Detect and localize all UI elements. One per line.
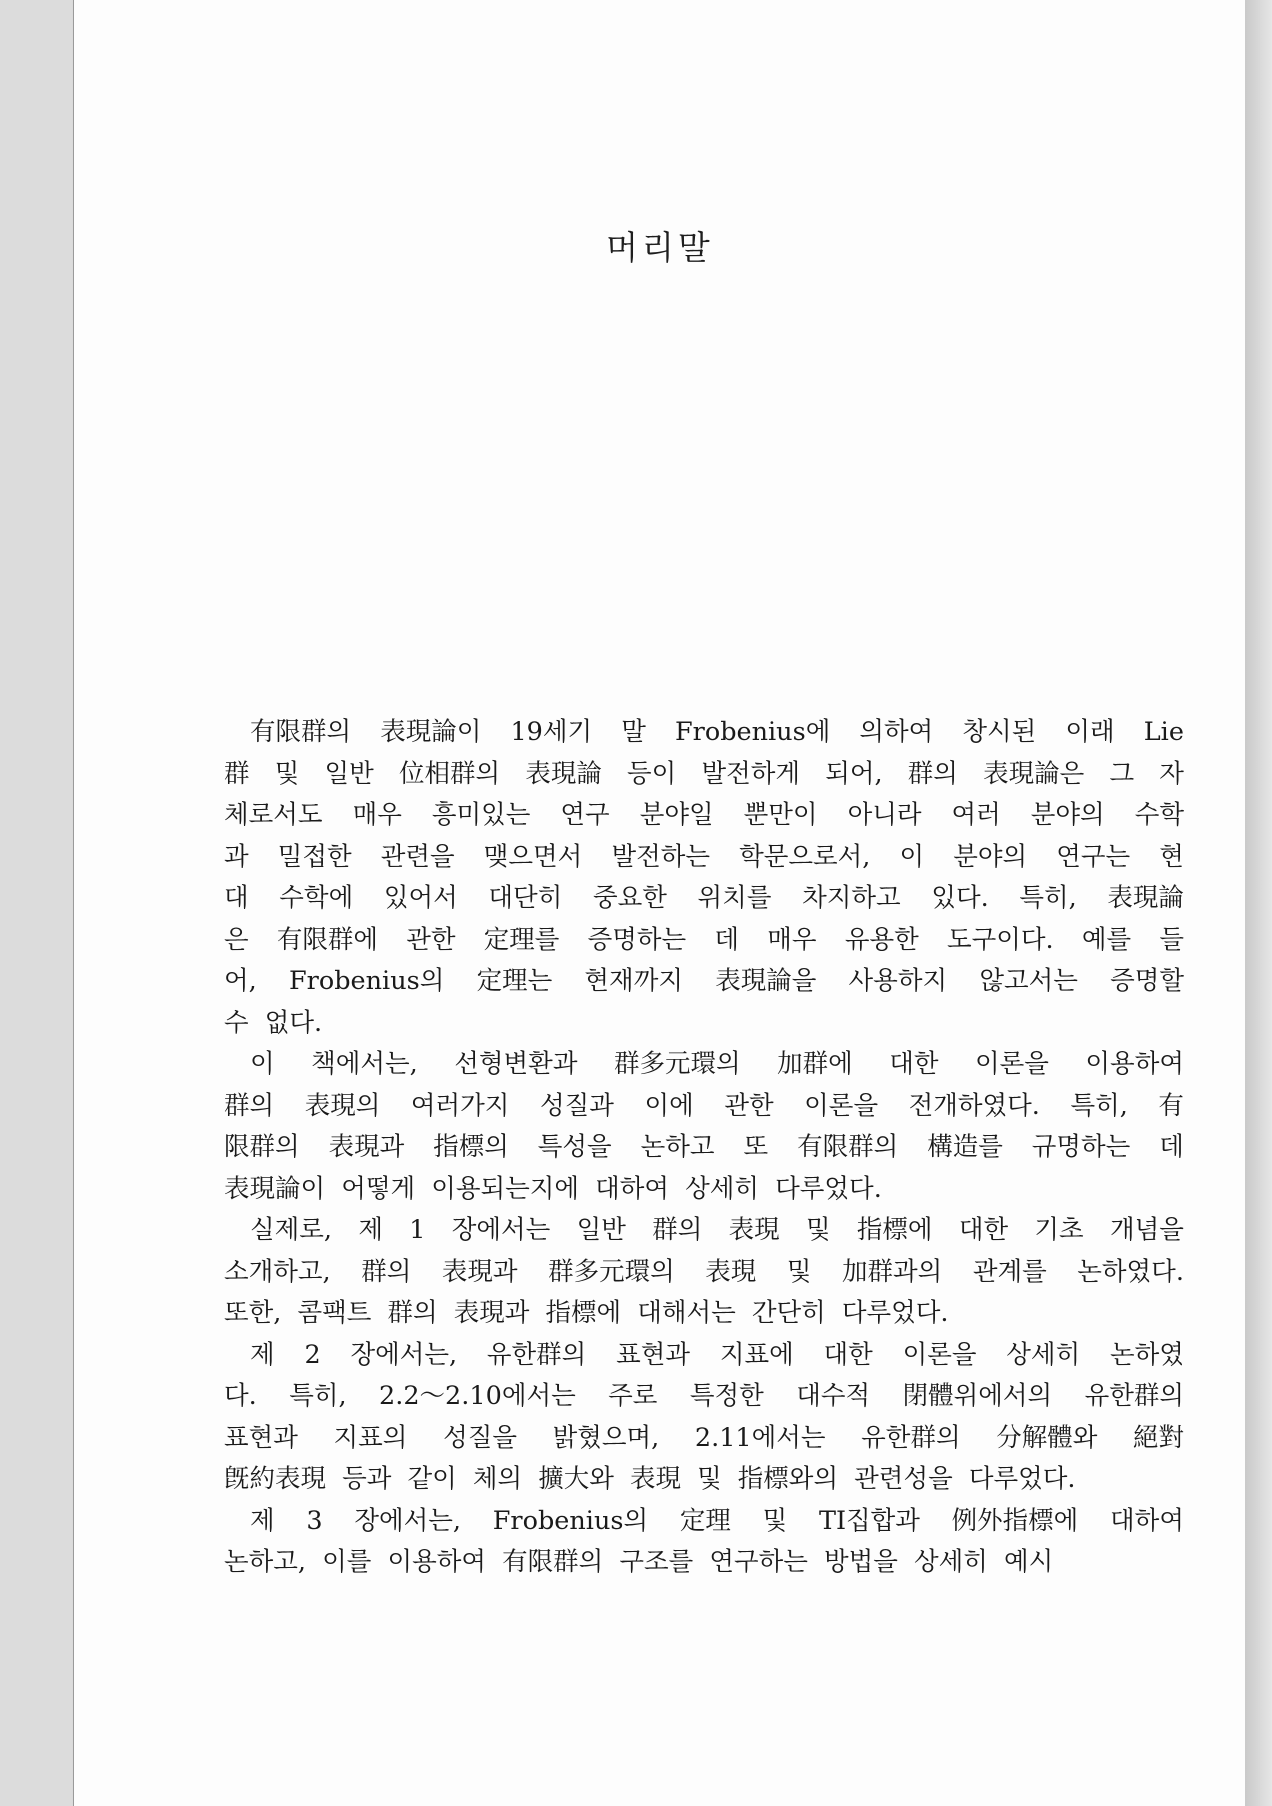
text-line: 다. 특히, 2.2～2.10에서는 주로 특정한 대수적 閉體위에서의 유한群의	[224, 1381, 1184, 1411]
text-line: 소개하고, 群의 表現과 群多元環의 表現 및 加群과의 관계를 논하였다.	[224, 1256, 1184, 1287]
paragraph	[224, 712, 1184, 1044]
text-line: 표현과 지표의 성질을 밝혔으며, 2.11에서는 유한群의 分解體와 絕對	[224, 1422, 1184, 1453]
page-edge-shadow	[1245, 0, 1272, 1806]
paragraph	[224, 1210, 1184, 1335]
text-line: 체로서도 매우 흥미있는 연구 분야일 뿐만이 아니라 여러 분야의 수학	[224, 800, 1184, 830]
text-line: 수 없다.	[224, 1007, 323, 1038]
book-page	[73, 0, 1246, 1806]
paragraph	[224, 1044, 1184, 1210]
text-line: 限群의 表現과 指標의 특성을 논하고 또 有限群의 構造를 규명하는 데	[224, 1132, 1184, 1162]
text-line: 실제로, 제 1 장에서는 일반 群의 表現 및 指標에 대한 기초 개념을	[250, 1215, 1184, 1245]
text-line: 有限群의 表現論이 19세기 말 Frobenius에 의하여 창시된 이래 Lie	[250, 717, 1184, 747]
paragraph	[224, 1335, 1184, 1501]
page-title: 머리말	[606, 228, 714, 267]
text-line: 또한, 콤팩트 群의 表現과 指標에 대해서는 간단히 다루었다.	[224, 1298, 949, 1328]
text-line: 表現論이 어떻게 이용되는지에 대하여 상세히 다루었다.	[224, 1173, 882, 1204]
preface-body	[224, 712, 1184, 1584]
text-line: 群의 表現의 여러가지 성질과 이에 관한 이론을 전개하였다. 특히, 有	[224, 1090, 1184, 1121]
text-line: 대 수학에 있어서 대단히 중요한 위치를 차지하고 있다. 특히, 表現論	[224, 883, 1184, 913]
text-line: 과 밀접한 관련을 맺으면서 발전하는 학문으로서, 이 분야의 연구는 현	[224, 841, 1184, 872]
text-line: 은 有限群에 관한 定理를 증명하는 데 매우 유용한 도구이다. 예를 들	[224, 924, 1184, 955]
text-line: 제 3 장에서는, Frobenius의 定理 및 TI집합과 例外指標에 대하여	[250, 1505, 1184, 1536]
text-line: 群 및 일반 位相群의 表現論 등이 발전하게 되어, 群의 表現論은 그 자	[224, 758, 1184, 789]
text-line: 이 책에서는, 선형변환과 群多元環의 加群에 대한 이론을 이용하여	[250, 1049, 1184, 1079]
text-line: 제 2 장에서는, 유한群의 표현과 지표에 대한 이론을 상세히 논하였	[250, 1339, 1184, 1370]
text-line: 어, Frobenius의 定理는 현재까지 表現論을 사용하지 않고서는 증명할	[224, 966, 1184, 996]
text-line: 旣約表現 등과 같이 체의 擴大와 表現 및 指標와의 관련성을 다루었다.	[224, 1464, 1076, 1494]
paragraph	[224, 1501, 1184, 1584]
text-line: 논하고, 이를 이용하여 有限群의 구조를 연구하는 방법을 상세히 예시	[224, 1547, 1054, 1577]
